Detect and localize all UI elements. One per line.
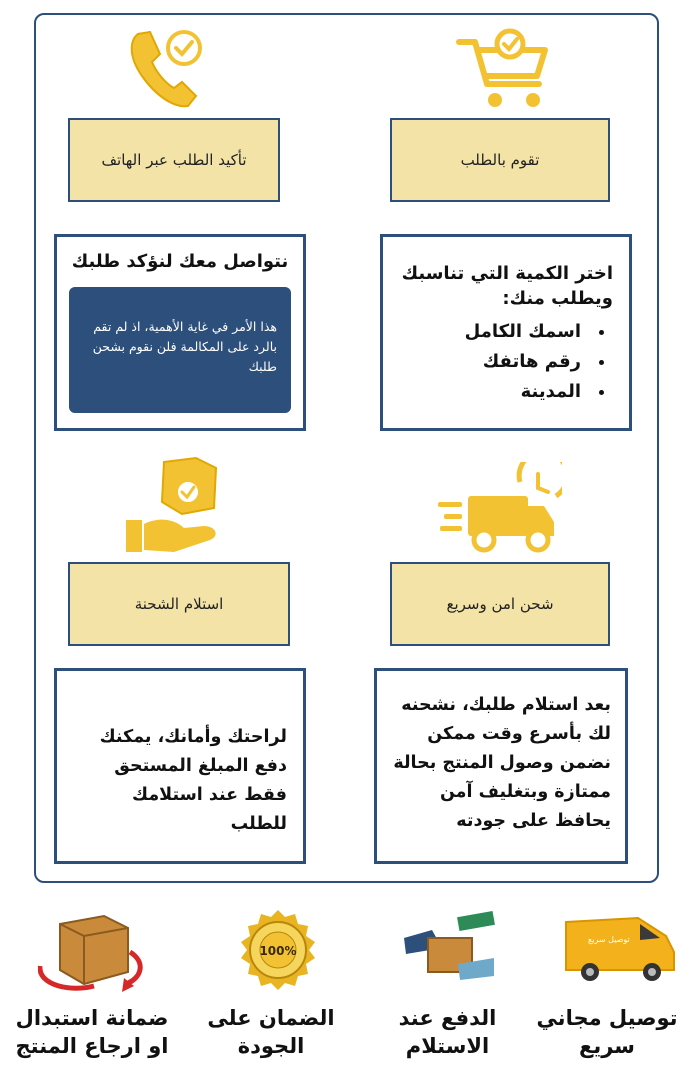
cash-on-delivery-icon (398, 908, 498, 990)
hand-package-icon (124, 456, 224, 558)
satisfaction-guarantee-icon (236, 908, 320, 992)
shopping-cart-check-icon (455, 28, 555, 112)
badge-quality-guarantee: الضمان على الجودة (207, 1006, 335, 1058)
step-order-label: تقوم بالطلب (390, 118, 610, 202)
step-confirm-label: تأكيد الطلب عبر الهاتف (68, 118, 280, 202)
svg-text:توصيل سريع: توصيل سريع (588, 935, 630, 944)
confirm-title: نتواصل معك لنؤكد طلبك (71, 251, 289, 272)
confirm-details-box (54, 234, 306, 431)
seal-text: 100% (259, 944, 297, 958)
phone-check-icon (128, 26, 212, 112)
list-item: • المدينة (383, 377, 587, 407)
receive-text: لراحتك وأمانك، يمكنك دفع المبلغ المستحق فقط عند استلامك للطلب (99, 727, 287, 834)
list-item: • رقم هاتفك (383, 347, 587, 377)
list-item: • اسمك الكامل (383, 317, 587, 347)
badge-cash-on-delivery: الدفع عند الاستلام (398, 1006, 497, 1058)
order-fields-list (383, 317, 629, 407)
return-box-icon (38, 912, 146, 994)
fast-truck-icon (438, 462, 562, 554)
badge-return-guarantee: ضمانة استبدال او ارجاع المنتج (15, 1006, 169, 1058)
shipping-details-box (374, 668, 628, 864)
step-shipping-label: شحن امن وسريع (390, 562, 610, 646)
order-instructions: اختر الكمية التي تناسبك ويطلب منك: (401, 263, 613, 309)
receive-details-box (54, 668, 306, 864)
order-details-box (380, 234, 632, 431)
shipping-text: بعد استلام طلبك، نشحنه لك بأسرع وقت ممكن نضمن وصول المنتج بحالة ممتازة وبتغليف آمن يحافظ على جودته (393, 695, 611, 831)
badge-free-delivery: توصيل مجاني سريع (536, 1006, 678, 1058)
confirm-note: هذا الأمر في غاية الأهمية، اذ لم تقم بالرد على المكالمة فلن نقوم بشحن طلبك (69, 287, 291, 413)
step-receive-label: استلام الشحنة (68, 562, 290, 646)
delivery-van-icon (562, 912, 678, 984)
